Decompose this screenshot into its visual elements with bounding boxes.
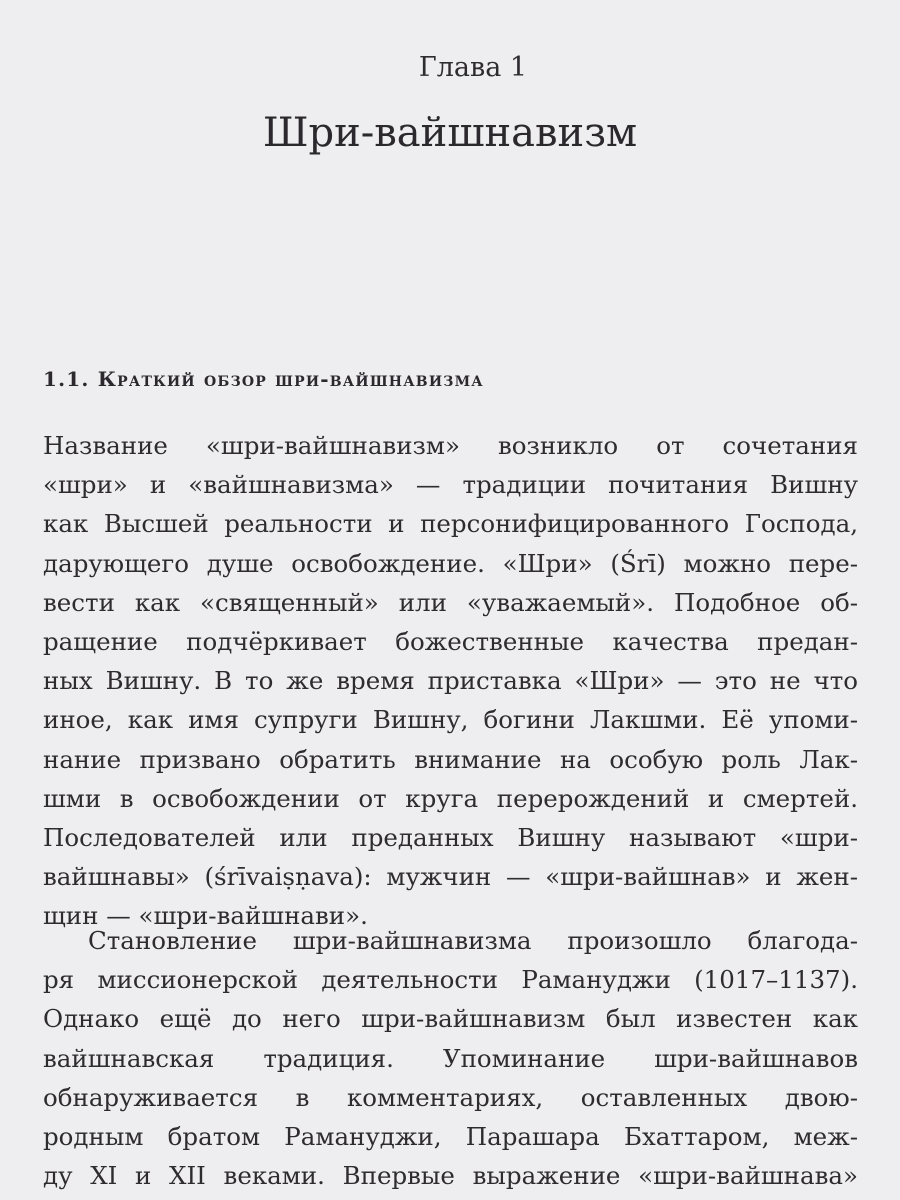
paragraph-line: щин — «шри-вайшнави». (43, 901, 368, 931)
paragraph-line: вайшнавы» (śrīvaiṣṇava): мужчин — «шри-вайшнав» и жен- (43, 862, 858, 892)
paragraph-line: Название «шри-вайшнавизм» возникло от сочетания (43, 431, 858, 460)
paragraph-line: Однако ещё до него шри-вайшнавизм был известен как (43, 1004, 858, 1034)
chapter-label: Глава 1 (418, 52, 528, 83)
paragraph-line: Последователей или преданных Вишну называют «шри- (43, 822, 858, 852)
section-heading: 1.1. Краткий обзор шри-вайшнавизма (43, 367, 484, 391)
paragraph-line: иное, как имя супруги Вишну, богини Лакшми. Её упоми- (43, 705, 858, 735)
paragraph-line: родным братом Рамануджи, Парашара Бхаттаром, меж- (43, 1121, 858, 1151)
paragraph-line: как Высшей реальности и персонифицированного Господа, (43, 509, 858, 539)
paragraph-line: вести как «священный» или «уважаемый». Подобное об- (43, 587, 858, 617)
paragraph-line: дарующего душе освобождение. «Шри» (Śrī) можно пере- (43, 548, 858, 578)
paragraph-line: ных Вишну. В то же время приставка «Шри» — это не что (43, 666, 858, 696)
paragraph-line: обнаруживается в комментариях, оставленных двою- (43, 1082, 858, 1112)
paragraph-line: ращение подчёркивает божественные качества предан- (43, 626, 858, 656)
paragraph-line: «шри» и «вайшнавизма» — традиции почитания Вишну (43, 470, 858, 500)
paragraph-line: шми в освобождении от круга перерождений и смертей. (43, 783, 858, 813)
paragraph-1 (43, 426, 858, 935)
paragraph-line: вайшнавская традиция. Упоминание шри-вайшнавов (43, 1043, 858, 1073)
paragraph-line: ря миссионерской деятельности Рамануджи (1017–1137). (43, 965, 858, 995)
paragraph-line: нание призвано обратить внимание на особую роль Лак- (43, 744, 858, 774)
paragraph-2 (43, 921, 858, 1195)
paragraph-line: Становление шри-вайшнавизма произошло благода- (88, 926, 858, 955)
chapter-title: Шри-вайшнавизм (262, 110, 638, 156)
paragraph-line: ду XI и XII веками. Впервые выражение «шри-вайшнава» (43, 1161, 858, 1191)
